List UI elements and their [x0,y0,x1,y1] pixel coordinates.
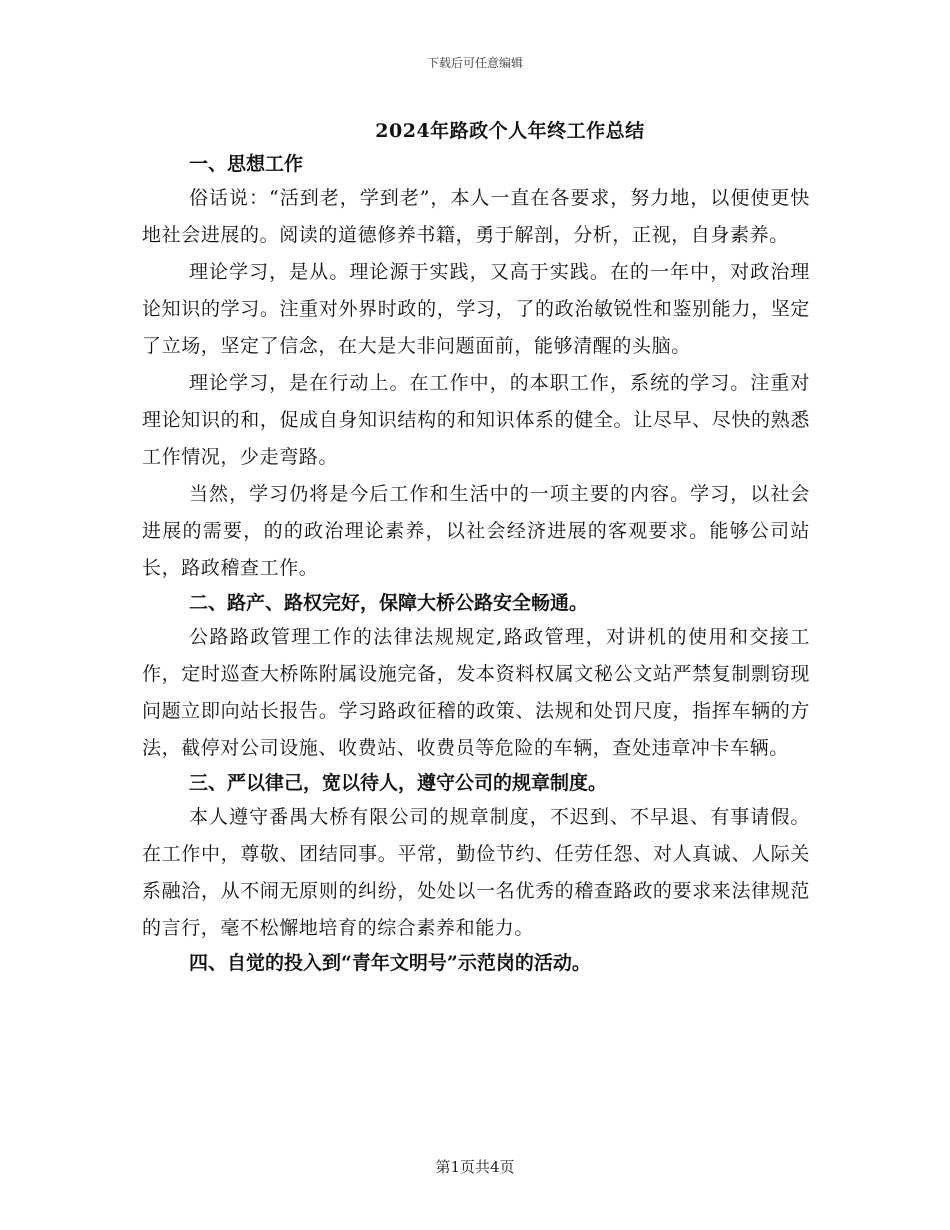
paragraph: 理论学习，是在行动上。在工作中，的本职工作，系统的学习。注重对理论知识的和，促成自身知识结构的和知识体系的健全。让尽早、尽快的熟悉工作情况，少走弯路。 [142,372,810,468]
section-3 [142,767,810,947]
section-heading: 三、严以律己，宽以待人，遵守公司的规章制度。 [189,772,608,794]
section-1 [142,148,810,587]
paragraph: 理论学习，是从。理论源于实践，又高于实践。在的一年中，对政治理论知识的学习。注重对外界时政的，学习，了的政治敏锐性和鉴别能力，坚定了立场，坚定了信念，在大是大非问题面前，能够清醒的头脑。 [142,261,810,357]
paragraph: 本人遵守番禺大桥有限公司的规章制度，不迟到、不早退、有事请假。在工作中，尊敬、团结同事。平常，勤俭节约、任劳任怨、对人真诚、人际关系融洽，从不闹无原则的纠纷，处处以一名优秀的稽查路政的要求来法律规范的言行，毫不松懈地培育的综合素养和能力。 [142,806,810,939]
section-heading: 一、思想工作 [189,153,304,175]
paragraph: 公路路政管理工作的法律法规规定,路政管理，对讲机的使用和交接工作，定时巡查大桥陈附属设施完备，发本资料权属文秘公文站严禁复制剽窃现问题立即向站长报告。学习路政征稽的政策、法规和处罚尺度，指挥车辆的方法，截停对公司设施、收费站、收费员等危险的车辆，查处违章冲卡车辆。 [142,626,810,759]
paragraph: 当然，学习仍将是今后工作和生活中的一项主要的内容。学习，以社会进展的需要，的的政治理论素养，以社会经济进展的客观要求。能够公司站长，路政稽查工作。 [142,483,810,579]
document-title: 2024年路政个人年终工作总结 [375,120,645,142]
paragraph: 俗话说：“活到老，学到老”，本人一直在各要求，努力地，以便使更快地社会进展的。阅读的道德修养书籍，勇于解剖，分析，正视，自身素养。 [142,187,810,246]
section-heading: 四、自觉的投入到“青年文明号”示范岗的活动。 [189,952,591,974]
page-footer: 第1页共4页 [435,1158,515,1176]
document-body [142,148,810,979]
section-2 [142,587,810,767]
header-note: 下载后可任意编辑 [426,56,523,70]
section-4 [142,947,810,979]
section-heading: 二、路产、路权完好，保障大桥公路安全畅通。 [189,592,589,614]
